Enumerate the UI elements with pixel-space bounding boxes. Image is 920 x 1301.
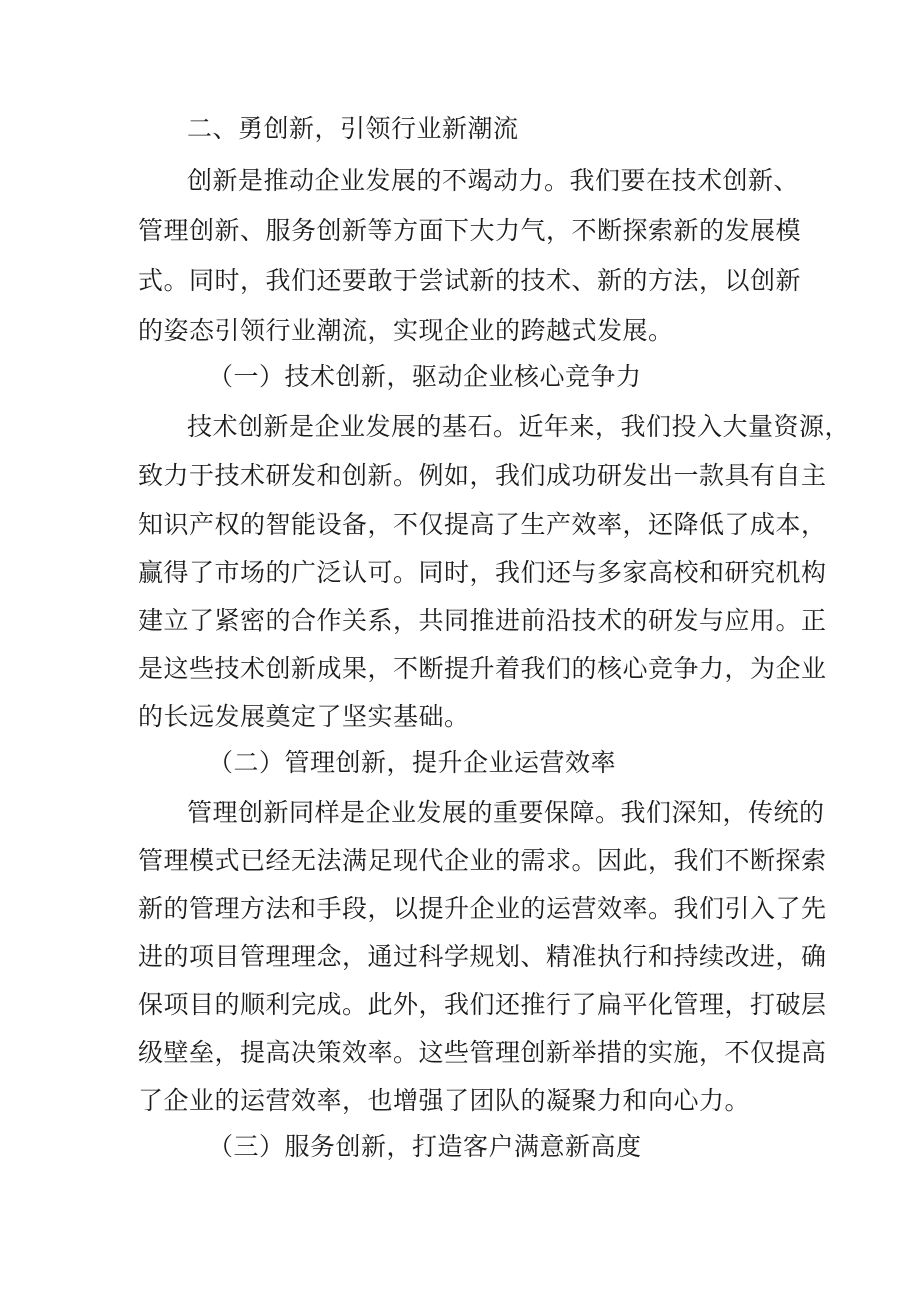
- paragraph-line: 了企业的运营效率，也增强了团队的凝聚力和向心力。: [138, 1086, 751, 1115]
- paragraph-line: 创新是推动企业发展的不竭动力。我们要在技术创新、: [187, 166, 800, 195]
- paragraph-line: 进的项目管理理念，通过科学规划、精准执行和持续改进，确: [138, 942, 827, 971]
- paragraph-line: 是这些技术创新成果，不断提升着我们的核心竞争力，为企业: [138, 654, 827, 683]
- subsection-heading: （一）技术创新，驱动企业核心竞争力: [208, 362, 642, 391]
- paragraph-line: 致力于技术研发和创新。例如，我们成功研发出一款具有自主: [138, 461, 827, 490]
- paragraph-line: 的长远发展奠定了坚实基础。: [138, 702, 470, 731]
- paragraph-line: 管理创新同样是企业发展的重要保障。我们深知，传统的: [187, 798, 825, 827]
- paragraph-line: 级壁垒，提高决策效率。这些管理创新举措的实施，不仅提高: [138, 1038, 827, 1067]
- paragraph-line: 管理模式已经无法满足现代企业的需求。因此，我们不断探索: [138, 846, 827, 875]
- paragraph-line: 管理创新、服务创新等方面下大力气，不断探索新的发展模: [138, 216, 802, 245]
- paragraph-line: 保项目的顺利完成。此外，我们还推行了扁平化管理，打破层: [138, 990, 827, 1019]
- paragraph-line: 的姿态引领行业潮流，实现企业的跨越式发展。: [138, 316, 674, 345]
- paragraph-line: 技术创新是企业发展的基石。近年来，我们投入大量资源，: [187, 412, 851, 441]
- paragraph-line: 赢得了市场的广泛认可。同时，我们还与多家高校和研究机构: [138, 558, 827, 587]
- paragraph-line: 式。同时，我们还要敢于尝试新的技术、新的方法，以创新: [138, 266, 802, 295]
- paragraph-line: 建立了紧密的合作关系，共同推进前沿技术的研发与应用。正: [138, 606, 827, 635]
- paragraph-line: 新的管理方法和手段，以提升企业的运营效率。我们引入了先: [138, 894, 827, 923]
- paragraph-line: 知识产权的智能设备，不仅提高了生产效率，还降低了成本，: [138, 510, 827, 539]
- subsection-heading: （三）服务创新，打造客户满意新高度: [208, 1132, 642, 1161]
- subsection-heading: （二）管理创新，提升企业运营效率: [208, 748, 617, 777]
- section-heading: 二、勇创新，引领行业新潮流: [187, 114, 519, 143]
